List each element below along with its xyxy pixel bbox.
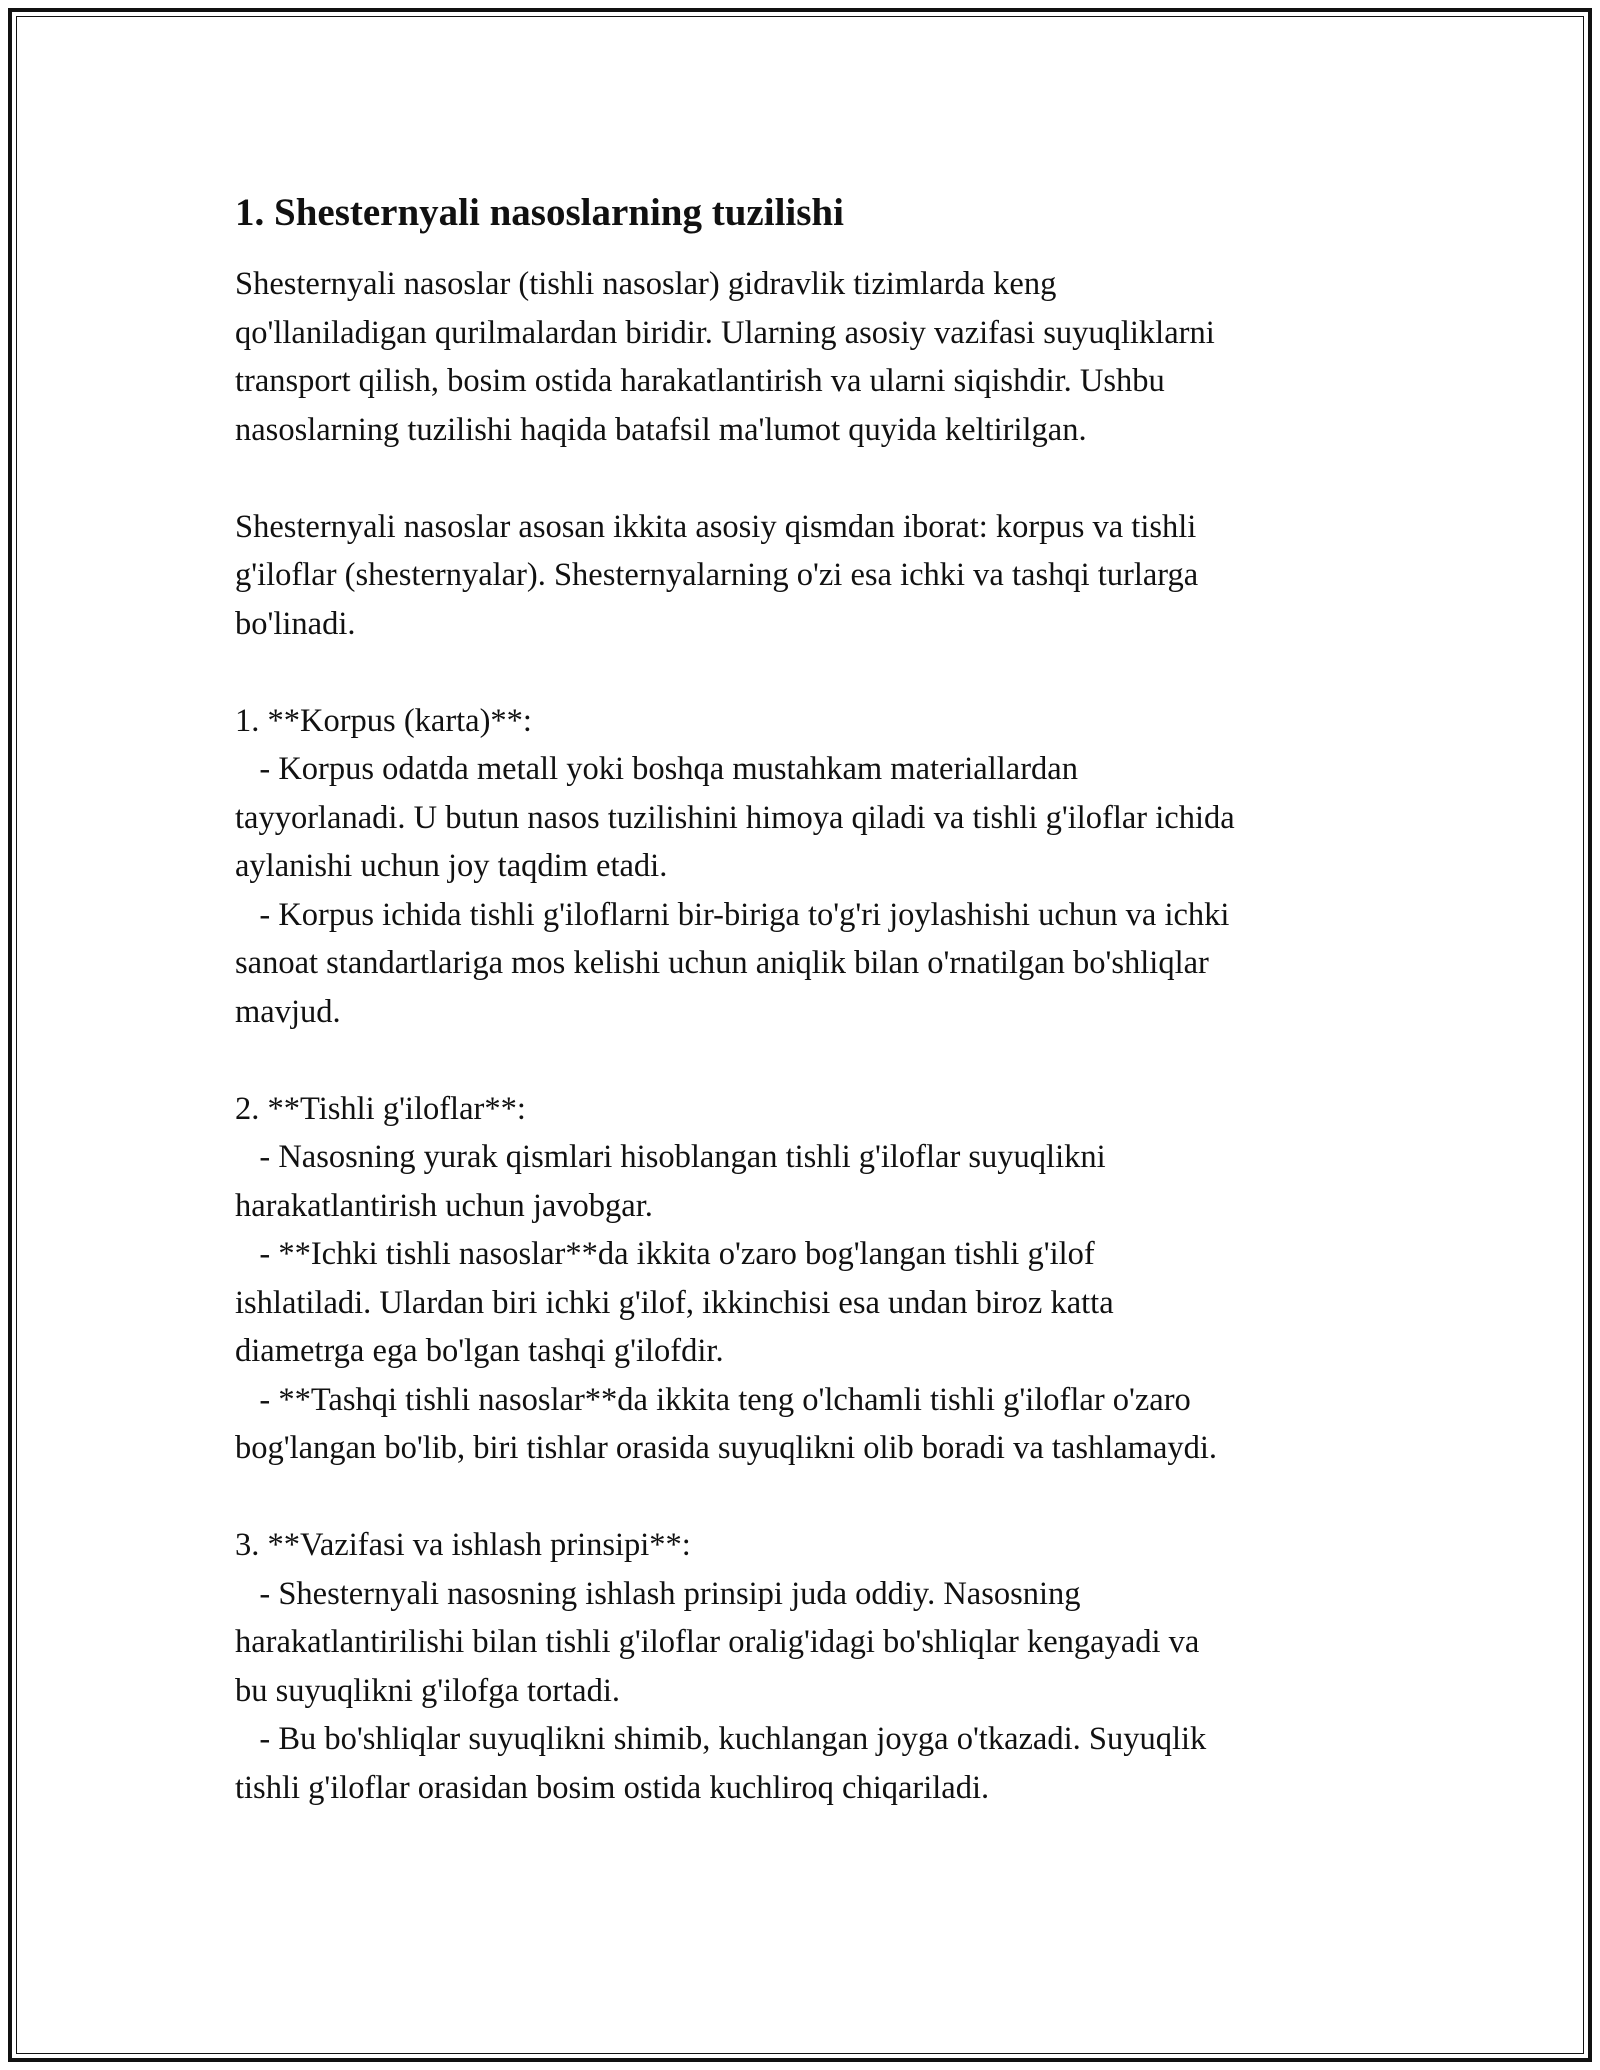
paragraph-overview: [235, 503, 1385, 649]
section-vazifasi: [235, 1521, 1385, 1812]
text-line: sanoat standartlariga mos kelishi uchun aniqlik bilan o'rnatilgan bo'shliqlar: [235, 945, 1209, 981]
text-line: g'iloflar (shesternyalar). Shesternyalarning o'zi esa ichki va tashqi turlarga: [235, 557, 1199, 593]
paragraph-gap: [235, 1473, 1385, 1522]
text-line: - Bu bo'shliqlar suyuqlikni shimib, kuchlangan joyga o'tkazadi. Suyuqlik: [235, 1721, 1207, 1757]
text-line: qo'llaniladigan qurilmalardan biridir. Ularning asosiy vazifasi suyuqliklarni: [235, 314, 1215, 351]
text-line: Shesternyali nasoslar (tishli nasoslar) gidravlik tizimlarda keng: [235, 266, 1057, 302]
text-line: - Korpus odatda metall yoki boshqa mustahkam materiallardan: [235, 751, 1078, 787]
section-heading-line: 1. **Korpus (karta)**:: [235, 702, 532, 739]
document-body: [235, 188, 1385, 1812]
text-line: - Shesternyali nasosning ishlash prinsipi juda oddiy. Nasosning: [235, 1575, 1081, 1612]
text-line: - **Tashqi tishli nasoslar**da ikkita teng o'lchamli tishli g'iloflar o'zaro: [235, 1381, 1191, 1418]
text-line: Shesternyali nasoslar asosan ikkita asosiy qismdan iborat: korpus va tishli: [235, 508, 1197, 545]
text-line: harakatlantirilishi bilan tishli g'iloflar oralig'idagi bo'shliqlar kengayadi va: [235, 1624, 1200, 1660]
text-line: tishli g'iloflar orasidan bosim ostida kuchliroq chiqariladi.: [235, 1769, 990, 1806]
text-line: - Korpus ichida tishli g'iloflarni bir-biriga to'g'ri joylashishi uchun va ichki: [235, 896, 1230, 933]
text-line: transport qilish, bosim ostida harakatlantirish va ularni siqishdir. Ushbu: [235, 363, 1165, 399]
section-heading-line: 3. **Vazifasi va ishlash prinsipi**:: [235, 1527, 691, 1563]
section-tishli-giloflar: [235, 1085, 1385, 1473]
text-line: - Nasosning yurak qismlari hisoblangan tishli g'iloflar suyuqlikni: [235, 1139, 1106, 1175]
text-line: mavjud.: [235, 993, 341, 1030]
text-line: bu suyuqlikni g'ilofga tortadi.: [235, 1672, 620, 1709]
paragraph-gap: [235, 1036, 1385, 1085]
text-line: tayyorlanadi. U butun nasos tuzilishini himoya qiladi va tishli g'iloflar ichida: [235, 799, 1235, 836]
text-line: aylanishi uchun joy taqdim etadi.: [235, 848, 668, 884]
paragraph-gap: [235, 648, 1385, 697]
text-line: bog'langan bo'lib, biri tishlar orasida suyuqlikni olib boradi va tashlamaydi.: [235, 1430, 1218, 1466]
text-line: bo'linadi.: [235, 605, 356, 642]
text-line: diametrga ega bo'lgan tashqi g'ilofdir.: [235, 1333, 724, 1369]
section-heading-line: 2. **Tishli g'iloflar**:: [235, 1090, 526, 1127]
text-line: - **Ichki tishli nasoslar**da ikkita o'zaro bog'langan tishli g'ilof: [235, 1236, 1095, 1272]
section-korpus: [235, 697, 1385, 1037]
text-line: harakatlantirish uchun javobgar.: [235, 1187, 653, 1224]
text-line: nasoslarning tuzilishi haqida batafsil ma'lumot quyida keltirilgan.: [235, 411, 1087, 448]
document-title: 1. Shesternyali nasoslarning tuzilishi: [235, 191, 844, 234]
paragraph-gap: [235, 454, 1385, 503]
paragraph-intro: [235, 260, 1385, 454]
text-line: ishlatiladi. Ulardan biri ichki g'ilof, ikkinchisi esa undan biroz katta: [235, 1284, 1114, 1321]
